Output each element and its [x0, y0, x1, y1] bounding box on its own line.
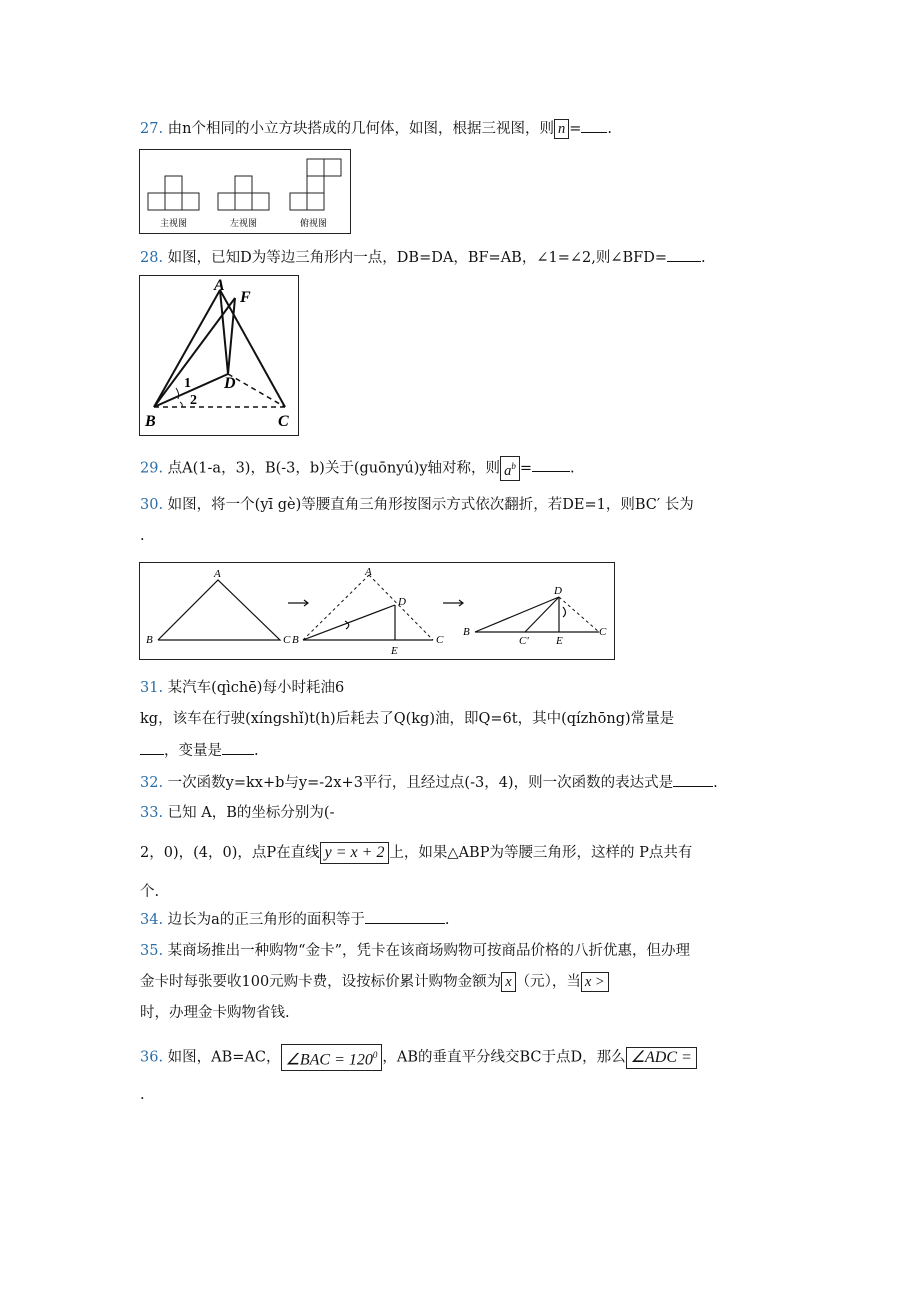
fig3-point-C: C — [599, 626, 607, 638]
point-A-label: A — [214, 277, 225, 294]
point-C-label: C — [278, 413, 289, 430]
question-number: 33. — [140, 805, 164, 821]
question-29: 29. 点A(1-a，3)，B(-3，b)关于(guōnyú)y轴对称，则 $a^b$ = . — [140, 456, 575, 481]
angle-1-label: 1 — [184, 376, 191, 391]
question-text: 某商场推出一种购物“金卡”，凭卡在该商场购物可按商品价格的八折优惠，但办理 — [167, 943, 690, 959]
fig2-point-A: A — [365, 566, 372, 578]
left-view-label: 左视图 — [230, 218, 258, 228]
question-text: 如图，已知D为等边三角形内一点，DB=DA，BF=AB，∠1=∠2,则∠BFD= — [167, 250, 667, 266]
fig2-point-E: E — [391, 645, 398, 657]
question-text-b: ，AB的垂直平分线交BC于点D，那么 — [382, 1049, 626, 1066]
question-31-line2: kg，该车在行驶(xíngshǐ)t(h)后耗去了Q(kg)油，即Q=6t，其中(qízhōng)常量是 — [140, 711, 675, 727]
question-33-line3: 个. — [140, 884, 160, 900]
formula-box: $a^b$ — [500, 456, 520, 481]
fig1-point-C: C — [283, 634, 291, 646]
fig3-point-E: E — [556, 635, 563, 647]
fig3-point-D: D — [554, 585, 562, 597]
question-text: 某汽车(qìchē)每小时耗油6 — [167, 680, 345, 696]
answer-blank-constant[interactable] — [140, 740, 164, 755]
front-view-label: 主视图 — [160, 218, 188, 228]
question-36 — [140, 1044, 697, 1071]
point-B-label: B — [145, 413, 156, 430]
question-35-line3: 时，办理金卡购物省钱. — [140, 1005, 290, 1021]
question-number: 28. — [140, 250, 164, 266]
answer-blank[interactable] — [667, 247, 701, 262]
angle-2-label: 2 — [190, 393, 197, 408]
point-D-label: D — [224, 375, 236, 392]
question-text-a: 如图，AB=AC， — [167, 1049, 281, 1066]
question-33 — [140, 803, 334, 823]
answer-blank-variable[interactable] — [222, 740, 254, 755]
question-32: 32. 一次函数y=kx+b与y=-2x+3平行，且经过点(-3，4)，则一次函数的表达式是 . — [140, 772, 718, 793]
question-number: 31. — [140, 680, 164, 696]
fig2-point-D: D — [398, 596, 406, 608]
question-30-line2: . — [140, 528, 145, 544]
formula-box-angle-adc: ∠ADC = — [626, 1047, 697, 1069]
formula-box: n — [554, 119, 569, 139]
folding-figure — [139, 562, 615, 660]
question-number: 27. — [140, 121, 164, 137]
question-text: 由n个相同的小立方块搭成的几何体，如图，根据三视图，则 — [167, 121, 555, 137]
answer-blank[interactable] — [365, 909, 445, 924]
question-33-line2: 2，0)，(4，0)，点P在直线 y = x + 2 上，如果△ABP为等腰三角形，这样的 P点共有 — [140, 842, 692, 864]
formula-box: y = x + 2 — [320, 842, 390, 864]
answer-blank[interactable] — [532, 457, 570, 472]
fig2-point-C: C — [436, 634, 444, 646]
question-number: 36. — [140, 1049, 164, 1066]
triangle-figure — [139, 275, 299, 436]
question-34: 34. 边长为a的正三角形的面积等于 . — [140, 909, 449, 930]
fig1-point-B: B — [146, 634, 153, 646]
question-35-line2: 金卡时每张要收100元购卡费，设按标价累计购物金额为 x （元），当 x > — [140, 972, 609, 992]
question-30 — [140, 495, 694, 515]
three-views-figure — [139, 149, 351, 234]
question-number: 35. — [140, 943, 164, 959]
fig1-point-A: A — [214, 568, 221, 580]
question-text: 点A(1-a，3)，B(-3，b)关于(guōnyú)y轴对称，则 — [167, 460, 501, 477]
formula-box-angle-bac: ∠BAC = $120^0$ — [281, 1044, 383, 1071]
question-number: 34. — [140, 912, 164, 928]
question-number: 30. — [140, 497, 164, 513]
top-view-label: 俯视图 — [300, 218, 328, 228]
fig3-point-Cprime: C' — [519, 635, 529, 647]
question-text: 已知 A，B的坐标分别为(- — [167, 805, 335, 821]
answer-blank[interactable] — [673, 772, 713, 787]
question-number: 29. — [140, 460, 164, 477]
question-27: 27. 由n个相同的小立方块搭成的几何体，如图，根据三视图，则 n = . — [140, 118, 612, 139]
question-text: 边长为a的正三角形的面积等于 — [167, 912, 365, 928]
question-31-line3: ，变量是 . — [140, 740, 259, 761]
question-text: 一次函数y=kx+b与y=-2x+3平行，且经过点(-3，4)，则一次函数的表达式是 — [167, 775, 674, 791]
question-text: 如图，将一个(yī gè)等腰直角三角形按图示方式依次翻折，若DE=1，则BC′ 长为 — [167, 497, 694, 513]
question-31 — [140, 678, 344, 698]
fig2-point-B: B — [292, 634, 299, 646]
formula-box-x: x — [501, 972, 515, 992]
question-28: 28. 如图，已知D为等边三角形内一点，DB=DA，BF=AB，∠1=∠2,则∠BFD= . — [140, 247, 706, 268]
question-36-line2: . — [140, 1087, 145, 1103]
point-F-label: F — [240, 289, 251, 306]
fig3-point-B: B — [463, 626, 470, 638]
question-35 — [140, 941, 690, 961]
formula-box-condition: x > — [581, 972, 609, 992]
answer-blank[interactable] — [581, 118, 607, 133]
question-number: 32. — [140, 775, 164, 791]
